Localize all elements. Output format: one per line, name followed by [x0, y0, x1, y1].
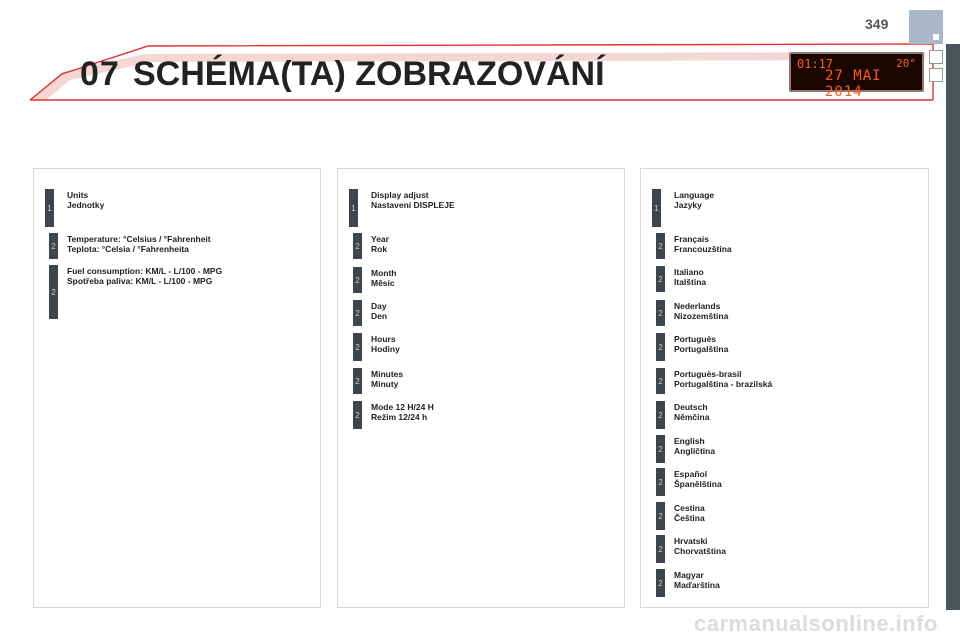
- menu-item-translation: Jazyky: [674, 200, 702, 210]
- menu-item-translation: Maďarština: [674, 580, 720, 590]
- menu-item-label: [371, 369, 403, 389]
- menu-item-label: [674, 402, 709, 422]
- menu-item-label: [67, 266, 222, 286]
- level-badge: 2: [353, 300, 362, 326]
- level-badge: 2: [49, 265, 58, 319]
- menu-item-label: [371, 234, 389, 254]
- menu-item-translation: Portugalština: [674, 344, 729, 354]
- level-badge: 2: [656, 233, 665, 259]
- menu-item-label: [67, 190, 104, 210]
- menu-item-primary: Minutes: [371, 369, 404, 379]
- menu-item-translation: Rok: [371, 244, 388, 254]
- menu-item-label: [674, 469, 722, 489]
- level-badge: 2: [353, 233, 362, 259]
- menu-item-translation: Teplota: °Celsia / °Fahrenheita: [67, 244, 189, 254]
- level-badge: 2: [656, 333, 665, 361]
- menu-item-primary: Month: [371, 268, 397, 278]
- display-date: 27 MAI 2014: [825, 68, 882, 100]
- menu-item-translation: Francouzština: [674, 244, 732, 254]
- menu-item-label: [674, 570, 720, 590]
- menu-item-primary: Units: [67, 190, 89, 200]
- menu-item-label: [371, 301, 387, 321]
- level-badge: 2: [656, 502, 665, 530]
- menu-item-primary: Mode 12 H/24 H: [371, 402, 434, 412]
- menu-item-translation: Spotřeba paliva: KM/L - L/100 - MPG: [67, 276, 213, 286]
- menu-item-translation: Němčina: [674, 412, 710, 422]
- menu-item-translation: Nastavení DISPLEJE: [371, 200, 455, 210]
- menu-item-primary: English: [674, 436, 705, 446]
- menu-item-primary: Portuguès-brasil: [674, 369, 742, 379]
- level-badge: 1: [45, 189, 54, 227]
- side-box-1: [929, 50, 943, 64]
- level-badge: 1: [652, 189, 661, 227]
- menu-item-label: [371, 190, 455, 210]
- level-badge: 2: [656, 435, 665, 463]
- menu-panel-display-adjust: [337, 168, 625, 608]
- menu-item-translation: Španělština: [674, 479, 722, 489]
- level-badge: 2: [656, 266, 665, 292]
- menu-item-label: [674, 369, 772, 389]
- side-bar: [946, 44, 960, 610]
- menu-item-label: [67, 234, 211, 254]
- menu-item-primary: Hours: [371, 334, 396, 344]
- level-badge: 2: [353, 368, 362, 394]
- menu-item-translation: Portugalština - brazilská: [674, 379, 773, 389]
- side-box-2: [929, 68, 943, 82]
- menu-item-primary: Français: [674, 234, 709, 244]
- display-temperature: 20°: [896, 57, 916, 70]
- menu-item-label: [674, 503, 705, 523]
- menu-item-translation: Den: [371, 311, 388, 321]
- menu-item-translation: Režim 12/24 h: [371, 412, 428, 422]
- level-badge: 2: [353, 401, 362, 429]
- menu-item-label: [371, 402, 434, 422]
- display-time: 01:17: [797, 57, 834, 71]
- menu-item-translation: Angličtina: [674, 446, 716, 456]
- menu-item-translation: Měsíc: [371, 278, 395, 288]
- level-badge: 2: [656, 468, 665, 496]
- level-badge: 2: [353, 333, 362, 361]
- menu-item-primary: Year: [371, 234, 389, 244]
- menu-panel-units: [33, 168, 321, 608]
- menu-item-label: [674, 234, 732, 254]
- menu-item-primary: Español: [674, 469, 708, 479]
- menu-item-primary: Hrvatski: [674, 536, 708, 546]
- menu-item-primary: Temperature: °Celsius / °Fahrenheit: [67, 234, 211, 244]
- chapter-number: 07: [80, 55, 120, 93]
- level-badge: 2: [656, 401, 665, 429]
- level-badge: 2: [656, 569, 665, 597]
- menu-item-translation: Jednotky: [67, 200, 105, 210]
- menu-panel-language: [640, 168, 929, 608]
- level-badge: 2: [49, 233, 58, 259]
- menu-item-translation: Minuty: [371, 379, 399, 389]
- menu-item-primary: Deutsch: [674, 402, 708, 412]
- page-title: SCHÉMA(TA) ZOBRAZOVÁNÍ: [133, 55, 605, 93]
- level-badge: 2: [353, 267, 362, 293]
- corner-tab: [909, 10, 943, 44]
- menu-item-primary: Day: [371, 301, 387, 311]
- menu-item-label: [674, 436, 715, 456]
- menu-item-label: [674, 267, 706, 287]
- menu-item-translation: Čeština: [674, 513, 705, 523]
- page-number: 349: [865, 16, 889, 32]
- menu-item-primary: Nederlands: [674, 301, 721, 311]
- menu-item-label: [674, 301, 728, 321]
- level-badge: 1: [349, 189, 358, 227]
- menu-item-translation: Nizozemština: [674, 311, 729, 321]
- menu-item-label: [674, 190, 714, 210]
- menu-item-translation: Italština: [674, 277, 707, 287]
- menu-item-label: [674, 334, 728, 354]
- watermark: carmanualsonline.info: [694, 611, 938, 636]
- menu-item-primary: Magyar: [674, 570, 704, 580]
- menu-item-label: [371, 334, 400, 354]
- menu-item-label: [371, 268, 397, 288]
- menu-item-primary: Display adjust: [371, 190, 429, 200]
- menu-item-primary: Cestina: [674, 503, 705, 513]
- menu-item-primary: Fuel consumption: KM/L - L/100 - MPG: [67, 266, 223, 276]
- menu-item-label: [674, 536, 726, 556]
- display-screen: [789, 52, 924, 100]
- level-badge: 2: [656, 368, 665, 394]
- level-badge: 2: [656, 535, 665, 563]
- level-badge: 2: [656, 300, 665, 326]
- menu-item-primary: Portuguès: [674, 334, 717, 344]
- menu-item-primary: Language: [674, 190, 715, 200]
- menu-item-primary: Italiano: [674, 267, 704, 277]
- menu-item-translation: Chorvatština: [674, 546, 726, 556]
- menu-item-translation: Hodiny: [371, 344, 400, 354]
